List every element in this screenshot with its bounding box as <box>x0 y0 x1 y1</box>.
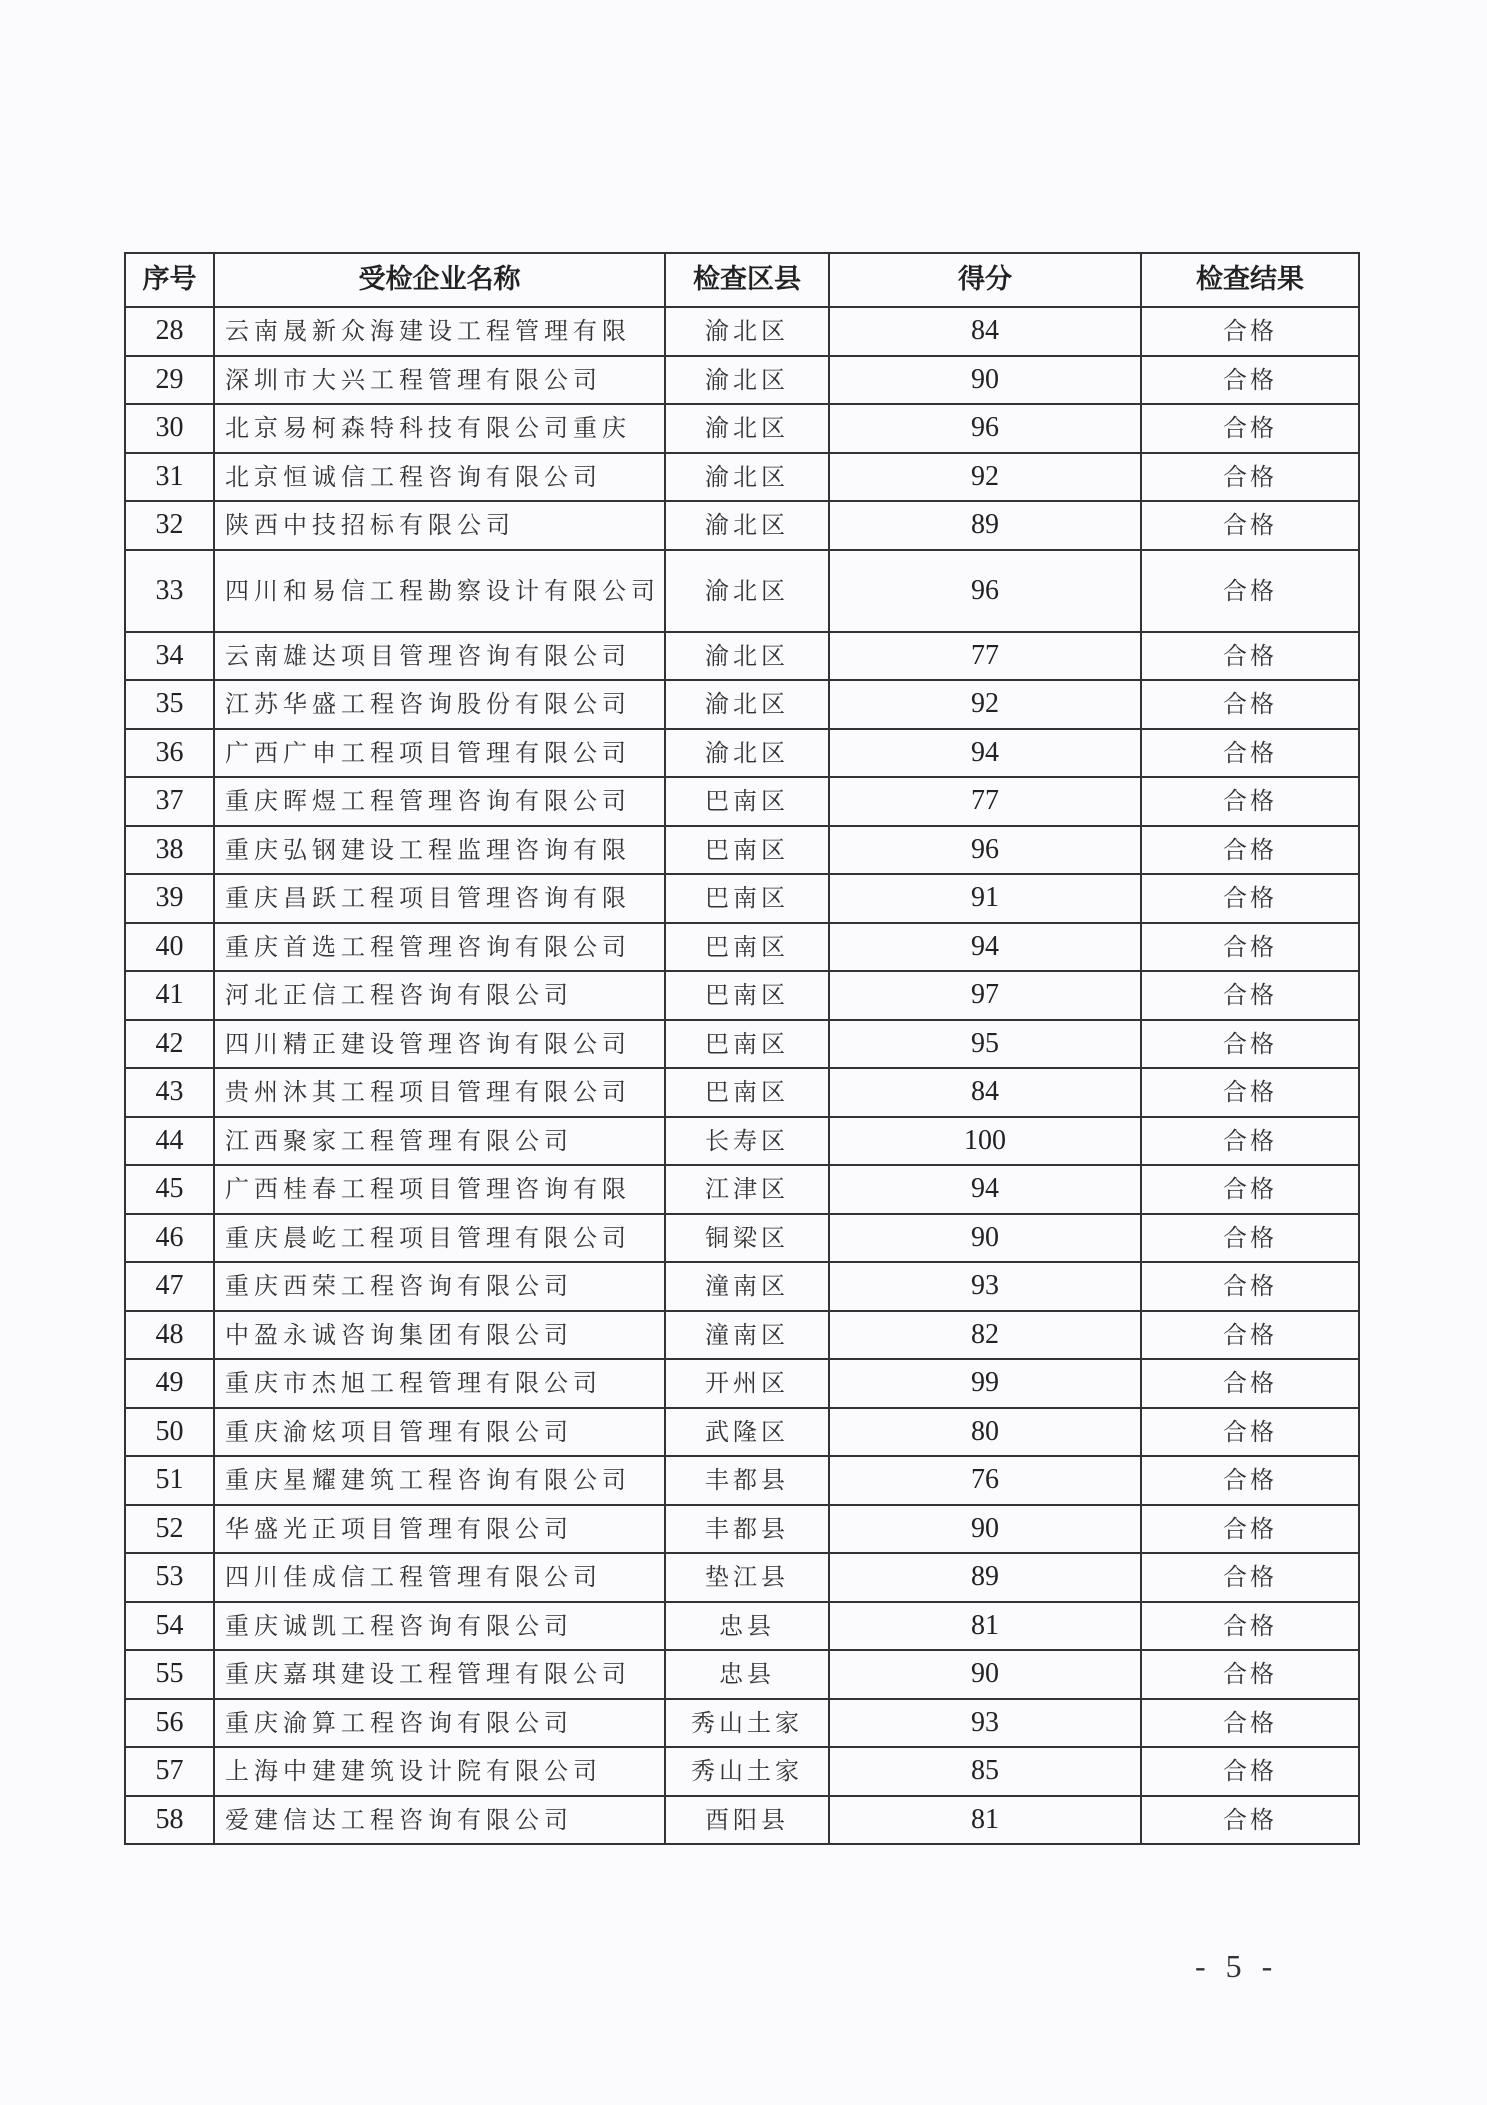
row-district: 巴南区 <box>665 777 829 826</box>
table-row <box>125 453 1359 502</box>
table-row <box>125 1214 1359 1263</box>
table-row <box>125 729 1359 778</box>
row-company-name: 重庆首选工程管理咨询有限公司 <box>214 923 665 972</box>
row-index: 50 <box>125 1408 214 1457</box>
row-company-name: 云南雄达项目管理咨询有限公司 <box>214 632 665 681</box>
row-result: 合格 <box>1141 501 1359 550</box>
table-row <box>125 1117 1359 1166</box>
row-result: 合格 <box>1141 1311 1359 1360</box>
row-index: 51 <box>125 1456 214 1505</box>
row-index: 40 <box>125 923 214 972</box>
row-company-name: 华盛光正项目管理有限公司 <box>214 1505 665 1554</box>
row-district: 垫江县 <box>665 1553 829 1602</box>
page-number: - 5 - <box>1195 1948 1279 1984</box>
row-index: 58 <box>125 1796 214 1845</box>
row-index: 49 <box>125 1359 214 1408</box>
row-company-name: 四川和易信工程勘察设计有限公司 <box>214 550 665 632</box>
row-company-name: 深圳市大兴工程管理有限公司 <box>214 356 665 405</box>
table-row <box>125 550 1359 632</box>
row-score: 96 <box>829 826 1141 875</box>
row-district: 渝北区 <box>665 729 829 778</box>
row-score: 94 <box>829 729 1141 778</box>
row-district: 巴南区 <box>665 1068 829 1117</box>
table-header-row <box>125 253 1359 307</box>
row-district: 渝北区 <box>665 680 829 729</box>
table-row <box>125 680 1359 729</box>
table-row <box>125 1699 1359 1748</box>
row-index: 37 <box>125 777 214 826</box>
row-score: 90 <box>829 1505 1141 1554</box>
row-result: 合格 <box>1141 971 1359 1020</box>
row-district: 渝北区 <box>665 632 829 681</box>
header-index: 序号 <box>125 253 214 307</box>
row-index: 38 <box>125 826 214 875</box>
row-company-name: 重庆嘉琪建设工程管理有限公司 <box>214 1650 665 1699</box>
row-district: 渝北区 <box>665 356 829 405</box>
row-index: 53 <box>125 1553 214 1602</box>
row-result: 合格 <box>1141 550 1359 632</box>
row-result: 合格 <box>1141 1796 1359 1845</box>
row-index: 57 <box>125 1747 214 1796</box>
row-score: 95 <box>829 1020 1141 1069</box>
row-company-name: 广西广申工程项目管理有限公司 <box>214 729 665 778</box>
row-result: 合格 <box>1141 777 1359 826</box>
row-result: 合格 <box>1141 632 1359 681</box>
table-row <box>125 971 1359 1020</box>
row-score: 81 <box>829 1602 1141 1651</box>
row-district: 渝北区 <box>665 453 829 502</box>
row-result: 合格 <box>1141 356 1359 405</box>
row-district: 巴南区 <box>665 1020 829 1069</box>
table-row <box>125 1165 1359 1214</box>
table-row <box>125 1408 1359 1457</box>
row-result: 合格 <box>1141 1699 1359 1748</box>
row-result: 合格 <box>1141 1650 1359 1699</box>
row-district: 丰都县 <box>665 1505 829 1554</box>
row-index: 46 <box>125 1214 214 1263</box>
row-index: 32 <box>125 501 214 550</box>
row-score: 100 <box>829 1117 1141 1166</box>
row-score: 90 <box>829 1650 1141 1699</box>
row-company-name: 重庆西荣工程咨询有限公司 <box>214 1262 665 1311</box>
row-company-name: 重庆渝算工程咨询有限公司 <box>214 1699 665 1748</box>
row-district: 渝北区 <box>665 404 829 453</box>
row-company-name: 重庆晨屹工程项目管理有限公司 <box>214 1214 665 1263</box>
row-score: 97 <box>829 971 1141 1020</box>
row-result: 合格 <box>1141 453 1359 502</box>
row-district: 江津区 <box>665 1165 829 1214</box>
row-score: 93 <box>829 1699 1141 1748</box>
row-score: 81 <box>829 1796 1141 1845</box>
row-index: 41 <box>125 971 214 1020</box>
row-index: 48 <box>125 1311 214 1360</box>
row-result: 合格 <box>1141 1505 1359 1554</box>
table-row <box>125 874 1359 923</box>
table-row <box>125 1747 1359 1796</box>
row-company-name: 四川精正建设管理咨询有限公司 <box>214 1020 665 1069</box>
row-score: 89 <box>829 501 1141 550</box>
row-index: 39 <box>125 874 214 923</box>
table-row <box>125 632 1359 681</box>
row-company-name: 陕西中技招标有限公司 <box>214 501 665 550</box>
table-row <box>125 1602 1359 1651</box>
table-row <box>125 1456 1359 1505</box>
row-company-name: 重庆诚凯工程咨询有限公司 <box>214 1602 665 1651</box>
row-company-name: 重庆昌跃工程项目管理咨询有限 <box>214 874 665 923</box>
row-score: 77 <box>829 777 1141 826</box>
inspection-results-table <box>124 252 1360 1845</box>
row-company-name: 贵州沐其工程项目管理有限公司 <box>214 1068 665 1117</box>
row-company-name: 爱建信达工程咨询有限公司 <box>214 1796 665 1845</box>
table-row <box>125 826 1359 875</box>
row-company-name: 北京恒诚信工程咨询有限公司 <box>214 453 665 502</box>
row-score: 89 <box>829 1553 1141 1602</box>
row-result: 合格 <box>1141 307 1359 356</box>
row-district: 潼南区 <box>665 1262 829 1311</box>
header-district: 检查区县 <box>665 253 829 307</box>
row-score: 77 <box>829 632 1141 681</box>
row-result: 合格 <box>1141 729 1359 778</box>
table-row <box>125 356 1359 405</box>
table-row <box>125 1262 1359 1311</box>
row-score: 96 <box>829 404 1141 453</box>
row-score: 96 <box>829 550 1141 632</box>
row-company-name: 重庆渝炫项目管理有限公司 <box>214 1408 665 1457</box>
row-index: 34 <box>125 632 214 681</box>
row-score: 93 <box>829 1262 1141 1311</box>
row-score: 76 <box>829 1456 1141 1505</box>
row-score: 99 <box>829 1359 1141 1408</box>
row-index: 31 <box>125 453 214 502</box>
row-district: 巴南区 <box>665 826 829 875</box>
row-result: 合格 <box>1141 1165 1359 1214</box>
row-company-name: 四川佳成信工程管理有限公司 <box>214 1553 665 1602</box>
row-district: 丰都县 <box>665 1456 829 1505</box>
table-row <box>125 1311 1359 1360</box>
row-index: 35 <box>125 680 214 729</box>
row-district: 渝北区 <box>665 307 829 356</box>
row-index: 33 <box>125 550 214 632</box>
header-score: 得分 <box>829 253 1141 307</box>
table-row <box>125 1359 1359 1408</box>
row-index: 43 <box>125 1068 214 1117</box>
row-result: 合格 <box>1141 680 1359 729</box>
row-district: 酉阳县 <box>665 1796 829 1845</box>
table-row <box>125 404 1359 453</box>
table-row <box>125 1650 1359 1699</box>
row-company-name: 江苏华盛工程咨询股份有限公司 <box>214 680 665 729</box>
table-row <box>125 1553 1359 1602</box>
row-result: 合格 <box>1141 1117 1359 1166</box>
row-district: 武隆区 <box>665 1408 829 1457</box>
row-score: 92 <box>829 680 1141 729</box>
row-district: 巴南区 <box>665 874 829 923</box>
row-index: 55 <box>125 1650 214 1699</box>
row-score: 82 <box>829 1311 1141 1360</box>
table-row <box>125 1505 1359 1554</box>
row-score: 84 <box>829 1068 1141 1117</box>
row-result: 合格 <box>1141 1408 1359 1457</box>
row-score: 90 <box>829 1214 1141 1263</box>
row-index: 28 <box>125 307 214 356</box>
row-index: 56 <box>125 1699 214 1748</box>
table-row <box>125 1020 1359 1069</box>
header-company: 受检企业名称 <box>214 253 665 307</box>
row-company-name: 重庆弘钢建设工程监理咨询有限 <box>214 826 665 875</box>
row-result: 合格 <box>1141 923 1359 972</box>
row-district: 忠县 <box>665 1650 829 1699</box>
row-result: 合格 <box>1141 1068 1359 1117</box>
table-row <box>125 307 1359 356</box>
row-result: 合格 <box>1141 1456 1359 1505</box>
table-body <box>125 307 1359 1844</box>
row-result: 合格 <box>1141 404 1359 453</box>
row-score: 94 <box>829 1165 1141 1214</box>
row-index: 44 <box>125 1117 214 1166</box>
row-index: 52 <box>125 1505 214 1554</box>
row-district: 忠县 <box>665 1602 829 1651</box>
row-district: 渝北区 <box>665 550 829 632</box>
table-row <box>125 923 1359 972</box>
header-result: 检查结果 <box>1141 253 1359 307</box>
row-score: 92 <box>829 453 1141 502</box>
row-company-name: 重庆晖煜工程管理咨询有限公司 <box>214 777 665 826</box>
row-district: 渝北区 <box>665 501 829 550</box>
row-result: 合格 <box>1141 1359 1359 1408</box>
row-score: 84 <box>829 307 1141 356</box>
row-index: 30 <box>125 404 214 453</box>
table-row <box>125 1068 1359 1117</box>
row-score: 90 <box>829 356 1141 405</box>
row-result: 合格 <box>1141 826 1359 875</box>
row-result: 合格 <box>1141 1747 1359 1796</box>
row-district: 巴南区 <box>665 971 829 1020</box>
row-index: 42 <box>125 1020 214 1069</box>
row-company-name: 江西聚家工程管理有限公司 <box>214 1117 665 1166</box>
row-score: 94 <box>829 923 1141 972</box>
row-district: 秀山土家 <box>665 1699 829 1748</box>
row-company-name: 中盈永诚咨询集团有限公司 <box>214 1311 665 1360</box>
table-row <box>125 1796 1359 1845</box>
row-company-name: 重庆星耀建筑工程咨询有限公司 <box>214 1456 665 1505</box>
table-row <box>125 777 1359 826</box>
row-company-name: 北京易柯森特科技有限公司重庆 <box>214 404 665 453</box>
row-score: 80 <box>829 1408 1141 1457</box>
row-index: 29 <box>125 356 214 405</box>
row-district: 潼南区 <box>665 1311 829 1360</box>
row-result: 合格 <box>1141 1262 1359 1311</box>
row-result: 合格 <box>1141 1602 1359 1651</box>
table-row <box>125 501 1359 550</box>
row-company-name: 重庆市杰旭工程管理有限公司 <box>214 1359 665 1408</box>
row-district: 秀山土家 <box>665 1747 829 1796</box>
row-result: 合格 <box>1141 1553 1359 1602</box>
row-company-name: 河北正信工程咨询有限公司 <box>214 971 665 1020</box>
row-company-name: 上海中建建筑设计院有限公司 <box>214 1747 665 1796</box>
row-index: 36 <box>125 729 214 778</box>
row-result: 合格 <box>1141 1214 1359 1263</box>
row-index: 47 <box>125 1262 214 1311</box>
row-index: 45 <box>125 1165 214 1214</box>
row-company-name: 云南晟新众海建设工程管理有限 <box>214 307 665 356</box>
row-result: 合格 <box>1141 874 1359 923</box>
row-district: 巴南区 <box>665 923 829 972</box>
row-district: 开州区 <box>665 1359 829 1408</box>
row-district: 铜梁区 <box>665 1214 829 1263</box>
row-score: 85 <box>829 1747 1141 1796</box>
row-index: 54 <box>125 1602 214 1651</box>
row-result: 合格 <box>1141 1020 1359 1069</box>
row-score: 91 <box>829 874 1141 923</box>
row-district: 长寿区 <box>665 1117 829 1166</box>
row-company-name: 广西桂春工程项目管理咨询有限 <box>214 1165 665 1214</box>
